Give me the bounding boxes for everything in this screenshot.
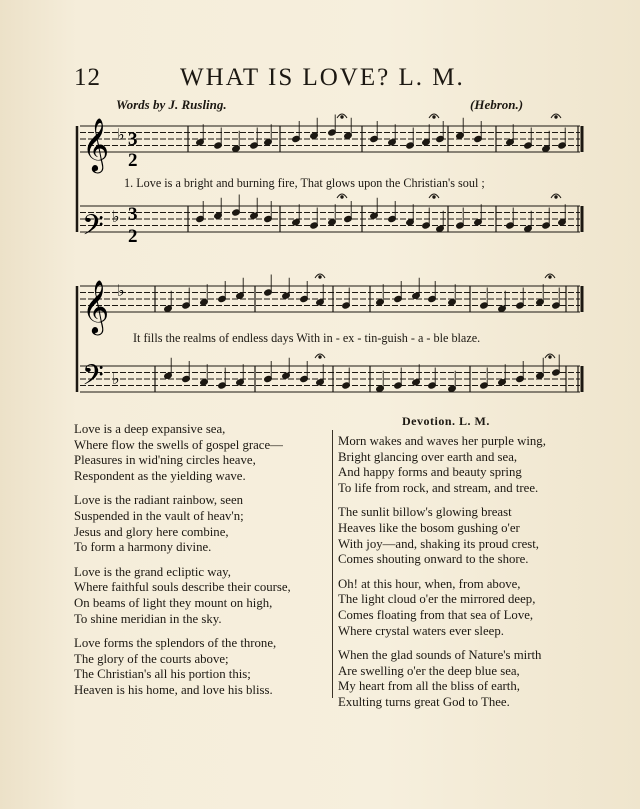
verse-line: The light cloud o'er the mirrored deep, bbox=[338, 592, 536, 607]
treble-clef-icon: 𝄞 bbox=[82, 117, 110, 171]
verse-line: On beams of light they mount on high, bbox=[74, 595, 273, 610]
stanza bbox=[338, 648, 546, 710]
verse-line: The Christian's all his portion this; bbox=[74, 667, 251, 682]
verse-line: Where crystal waters ever sleep. bbox=[338, 623, 504, 638]
verse-line: Exulting turns great God to Thee. bbox=[338, 694, 510, 709]
staff-lines bbox=[77, 126, 582, 392]
page-title: WHAT IS LOVE? L. M. bbox=[180, 64, 465, 91]
poem-right-column bbox=[338, 434, 546, 720]
lyric-line-1: 1. Love is a bright and burning fire, That glows upon the Christian's soul ; bbox=[124, 176, 485, 190]
verse-line: My heart from all the bliss of earth, bbox=[338, 679, 520, 694]
stanza bbox=[74, 565, 291, 627]
stanza bbox=[74, 493, 291, 555]
fermata-dot bbox=[341, 116, 343, 118]
verse-line: Love is the grand ecliptic way, bbox=[74, 564, 231, 579]
verse-line: Heaves like the bosom gushing o'er bbox=[338, 520, 520, 535]
verse-line: Comes floating from that sea of Love, bbox=[338, 607, 534, 622]
verse-line: To form a harmony divine. bbox=[74, 540, 212, 555]
stanza bbox=[338, 434, 546, 496]
verse-line: And happy forms and beauty spring bbox=[338, 465, 522, 480]
stanza bbox=[338, 505, 546, 567]
fermata-dot bbox=[555, 196, 557, 198]
fermata-dot bbox=[549, 356, 551, 358]
time-signature-bottom: 2 bbox=[128, 226, 138, 247]
fermata-dot bbox=[433, 116, 435, 118]
verse-line: To life from rock, and stream, and tree. bbox=[338, 480, 539, 495]
fermata-dot bbox=[433, 196, 435, 198]
verse-line: The glory of the courts above; bbox=[74, 651, 229, 666]
verse-line: Comes shouting onward to the shore. bbox=[338, 552, 529, 567]
verse-line: Where faithful souls describe their course, bbox=[74, 580, 291, 595]
verse-line: Pleasures in wid'ning circles heave, bbox=[74, 453, 256, 468]
verse-line: The sunlit billow's glowing breast bbox=[338, 505, 512, 520]
time-signature-top: 3 bbox=[128, 129, 138, 150]
verse-line: Love is the radiant rainbow, seen bbox=[74, 493, 244, 508]
lyric-line-2: It fills the realms of endless days With in - ex - tin-guish - a - ble blaze. bbox=[133, 331, 481, 345]
verse-line: Love forms the splendors of the throne, bbox=[74, 636, 277, 651]
fermata-dot bbox=[319, 356, 321, 358]
treble-clef-icon: 𝄞 bbox=[82, 279, 110, 333]
column-divider bbox=[332, 430, 333, 698]
key-flat-icon: ♭ bbox=[112, 209, 120, 226]
key-flat-icon: ♭ bbox=[112, 371, 120, 388]
verse-line: With joy—and, shaking its proud crest, bbox=[338, 536, 540, 551]
verse-line: Bright glancing over earth and sea, bbox=[338, 449, 518, 464]
verse-line: Where flow the swells of gospel grace— bbox=[74, 437, 283, 452]
verse-line: Love is a deep expansive sea, bbox=[74, 422, 226, 436]
verse-line: Heaven is his home, and love his bliss. bbox=[74, 682, 273, 697]
stanza bbox=[338, 577, 546, 639]
stanza bbox=[74, 422, 291, 484]
verse-line: Suspended in the vault of heav'n; bbox=[74, 508, 244, 523]
verse-line: Morn wakes and waves her purple wing, bbox=[338, 434, 546, 448]
verse-line: Jesus and glory here combine, bbox=[74, 524, 229, 539]
poem-left-column bbox=[74, 422, 291, 708]
bass-clef-icon: 𝄢 bbox=[82, 359, 104, 399]
verse-line: Oh! at this hour, when, from above, bbox=[338, 576, 521, 591]
verse-line: Respondent as the yielding wave. bbox=[74, 468, 246, 483]
fermata-dot bbox=[549, 276, 551, 278]
fermata-dot bbox=[319, 276, 321, 278]
time-signature-bottom: 2 bbox=[128, 150, 138, 171]
verse-line: Are swelling o'er the deep blue sea, bbox=[338, 663, 520, 678]
stanza bbox=[74, 636, 291, 698]
time-signature-top: 3 bbox=[128, 204, 138, 225]
fermata-dot bbox=[555, 116, 557, 118]
second-hymn-title: Devotion. L. M. bbox=[402, 414, 490, 428]
verse-line: When the glad sounds of Nature's mirth bbox=[338, 648, 542, 663]
words-credit: Words by J. Rusling. bbox=[116, 97, 227, 112]
tune-name: (Hebron.) bbox=[470, 97, 524, 112]
key-flat-icon: ♭ bbox=[117, 127, 125, 144]
bass-clef-icon: 𝄢 bbox=[82, 209, 104, 249]
score-marks bbox=[164, 114, 567, 392]
key-flat-icon: ♭ bbox=[117, 283, 125, 300]
page-number: 12 bbox=[74, 64, 101, 91]
verse-line: To shine meridian in the sky. bbox=[74, 611, 222, 626]
fermata-dot bbox=[341, 196, 343, 198]
